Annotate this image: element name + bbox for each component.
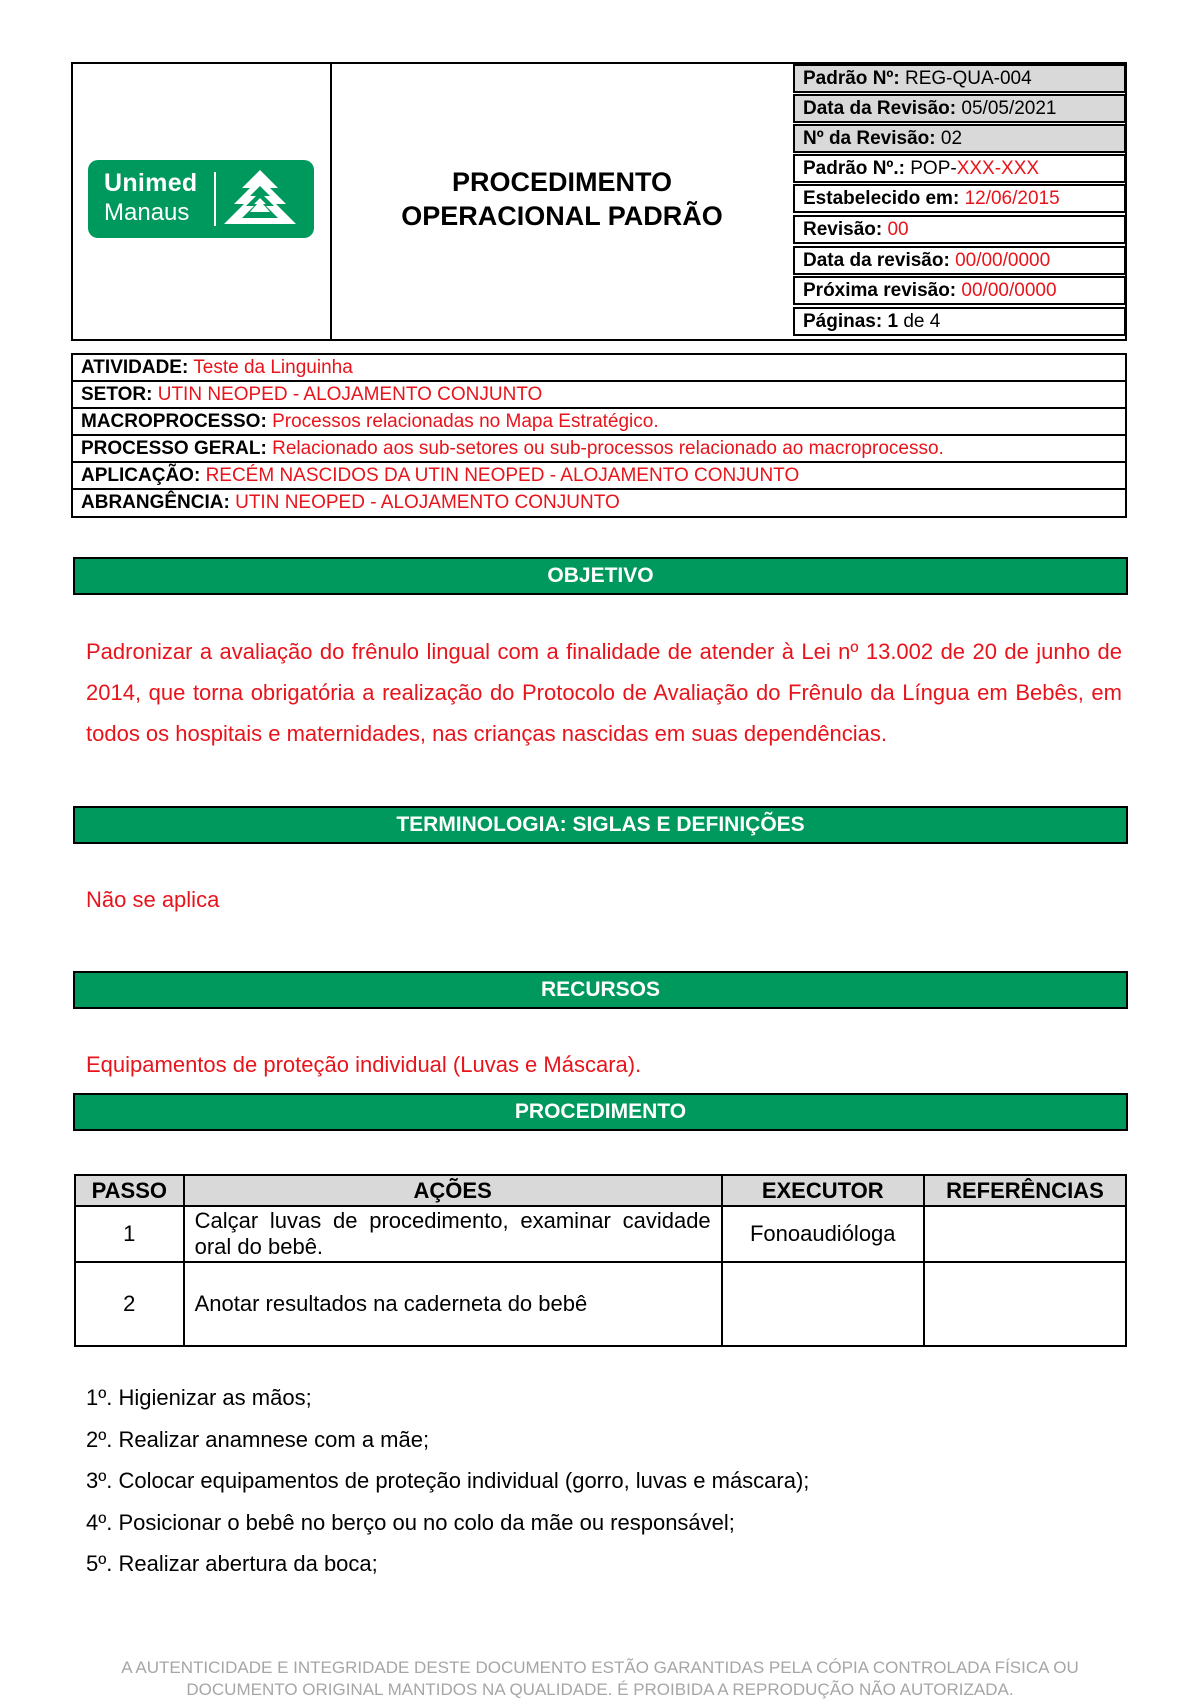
- info-value: Teste da Linguinha: [193, 357, 353, 378]
- info-aplicacao: [71, 463, 1127, 490]
- info-value: Processos relacionadas no Mapa Estratégico.: [272, 411, 659, 432]
- info-label: SETOR:: [81, 384, 153, 405]
- meta-paginas: [793, 307, 1126, 336]
- table-header-row: [75, 1175, 1126, 1206]
- meta-proxima-revisao: [793, 276, 1126, 305]
- footer-line-1: A AUTENTICIDADE E INTEGRIDADE DESTE DOCUMENTO ESTÃO GARANTIDAS PELA CÓPIA CONTROLADA FÍSICA OU: [121, 1658, 1079, 1677]
- meta-label: Data da Revisão:: [803, 98, 957, 119]
- procedure-table: [74, 1174, 1127, 1347]
- table-row: [75, 1262, 1126, 1346]
- title-line-1: PROCEDIMENTO: [451, 167, 673, 197]
- header-passo: PASSO: [75, 1175, 184, 1206]
- meta-suffix: de 4: [903, 311, 941, 332]
- info-value: RECÉM NASCIDOS DA UTIN NEOPED - ALOJAMENTO CONJUNTO: [205, 465, 800, 486]
- meta-value: XXX-XXX: [956, 158, 1040, 179]
- info-label: MACROPROCESSO:: [81, 411, 267, 432]
- meta-value: REG-QUA-004: [904, 68, 1032, 89]
- logo-separator: [214, 172, 216, 226]
- info-processo-geral: [71, 436, 1127, 463]
- meta-value-prefix: POP-: [910, 158, 957, 179]
- meta-value: 02: [940, 128, 963, 149]
- info-abrangencia: [71, 490, 1127, 517]
- meta-data-revisao-2: [793, 246, 1126, 275]
- title-line-2: OPERACIONAL PADRÃO: [401, 201, 723, 231]
- meta-data-revisao: [793, 94, 1126, 123]
- info-label: PROCESSO GERAL:: [81, 438, 267, 459]
- info-value: UTIN NEOPED - ALOJAMENTO CONJUNTO: [157, 384, 543, 405]
- info-value: UTIN NEOPED - ALOJAMENTO CONJUNTO: [235, 492, 620, 513]
- step-item: 1º. Higienizar as mãos;: [86, 1385, 312, 1410]
- step-item: 2º. Realizar anamnese com a mãe;: [86, 1427, 430, 1452]
- info-label: ABRANGÊNCIA:: [81, 492, 230, 513]
- terminologia-text: Não se aplica: [86, 887, 220, 912]
- header-acoes: AÇÕES: [184, 1175, 722, 1206]
- info-atividade: [71, 355, 1127, 382]
- footer-line-2: DOCUMENTO ORIGINAL MANTIDOS NA QUALIDADE. É PROIBIDA A REPRODUÇÃO NÃO AUTORIZADA.: [186, 1680, 1014, 1699]
- table-row: [75, 1206, 1126, 1262]
- cell-executor: [722, 1262, 924, 1346]
- meta-label: Revisão:: [803, 219, 883, 240]
- section-objetivo-header: OBJETIVO: [73, 557, 1128, 595]
- section-terminologia-header: TERMINOLOGIA: SIGLAS E DEFINIÇÕES: [73, 806, 1128, 844]
- meta-label: Páginas:: [803, 311, 883, 332]
- meta-label: Próxima revisão:: [803, 280, 957, 301]
- cell-acoes: Calçar luvas de procedimento, examinar cavidade oral do bebê.: [184, 1206, 722, 1262]
- cell-referencias: [924, 1262, 1126, 1346]
- footer-disclaimer: [60, 1657, 1140, 1701]
- section-recursos-header: RECURSOS: [73, 971, 1128, 1009]
- info-value: Relacionado aos sub-setores ou sub-processos relacionado ao macroprocesso.: [272, 438, 944, 459]
- objetivo-text: Padronizar a avaliação do frênulo lingual com a finalidade de atender à Lei nº 13.002 de 20 de junho de 2014, que torna obrigatória a realização do Protocolo de Avaliação do Frênulo da Língua em Bebês, em todos os hospitais e maternidades, nas crianças nascidas em suas dependências.: [86, 639, 1122, 746]
- header-referencias: REFERÊNCIAS: [924, 1175, 1126, 1206]
- meta-value: 00/00/0000: [961, 280, 1057, 301]
- cell-acoes: Anotar resultados na caderneta do bebê: [184, 1262, 722, 1346]
- meta-value: 05/05/2021: [961, 98, 1057, 119]
- meta-padrao-no: [793, 64, 1126, 93]
- meta-label: Padrão Nº:: [803, 68, 900, 89]
- meta-padrao-pop: [793, 154, 1126, 183]
- info-label: ATIVIDADE:: [81, 357, 189, 378]
- document-title: [332, 165, 792, 233]
- meta-label: Nº da Revisão:: [803, 128, 936, 149]
- info-macroprocesso: [71, 409, 1127, 436]
- step-item: 3º. Colocar equipamentos de proteção individual (gorro, luvas e máscara);: [86, 1468, 810, 1493]
- logo-text-manaus: Manaus: [104, 199, 190, 226]
- meta-numero-revisao: [793, 124, 1126, 153]
- step-item: 4º. Posicionar o bebê no berço ou no colo da mãe ou responsável;: [86, 1510, 735, 1535]
- meta-label: Padrão Nº.:: [803, 158, 905, 179]
- info-setor: [71, 382, 1127, 409]
- header-executor: EXECUTOR: [722, 1175, 924, 1206]
- recursos-text: Equipamentos de proteção individual (Luvas e Máscara).: [86, 1052, 642, 1077]
- cell-passo: 1: [75, 1206, 184, 1262]
- meta-revisao: [793, 215, 1126, 244]
- cell-executor: Fonoaudióloga: [722, 1206, 924, 1262]
- cell-referencias: [924, 1206, 1126, 1262]
- meta-value: 00/00/0000: [955, 250, 1051, 271]
- tree-logo-icon: [220, 168, 300, 228]
- step-item: 5º. Realizar abertura da boca;: [86, 1551, 378, 1576]
- meta-value: 00: [887, 219, 909, 240]
- meta-estabelecido: [793, 184, 1126, 213]
- section-procedimento-header: PROCEDIMENTO: [73, 1093, 1128, 1131]
- meta-label: Data da revisão:: [803, 250, 950, 271]
- meta-value: 1: [887, 311, 899, 332]
- logo-text-unimed: Unimed: [104, 169, 198, 197]
- cell-passo: 2: [75, 1262, 184, 1346]
- info-label: APLICAÇÃO:: [81, 465, 201, 486]
- meta-value: 12/06/2015: [964, 188, 1060, 209]
- meta-label: Estabelecido em:: [803, 188, 960, 209]
